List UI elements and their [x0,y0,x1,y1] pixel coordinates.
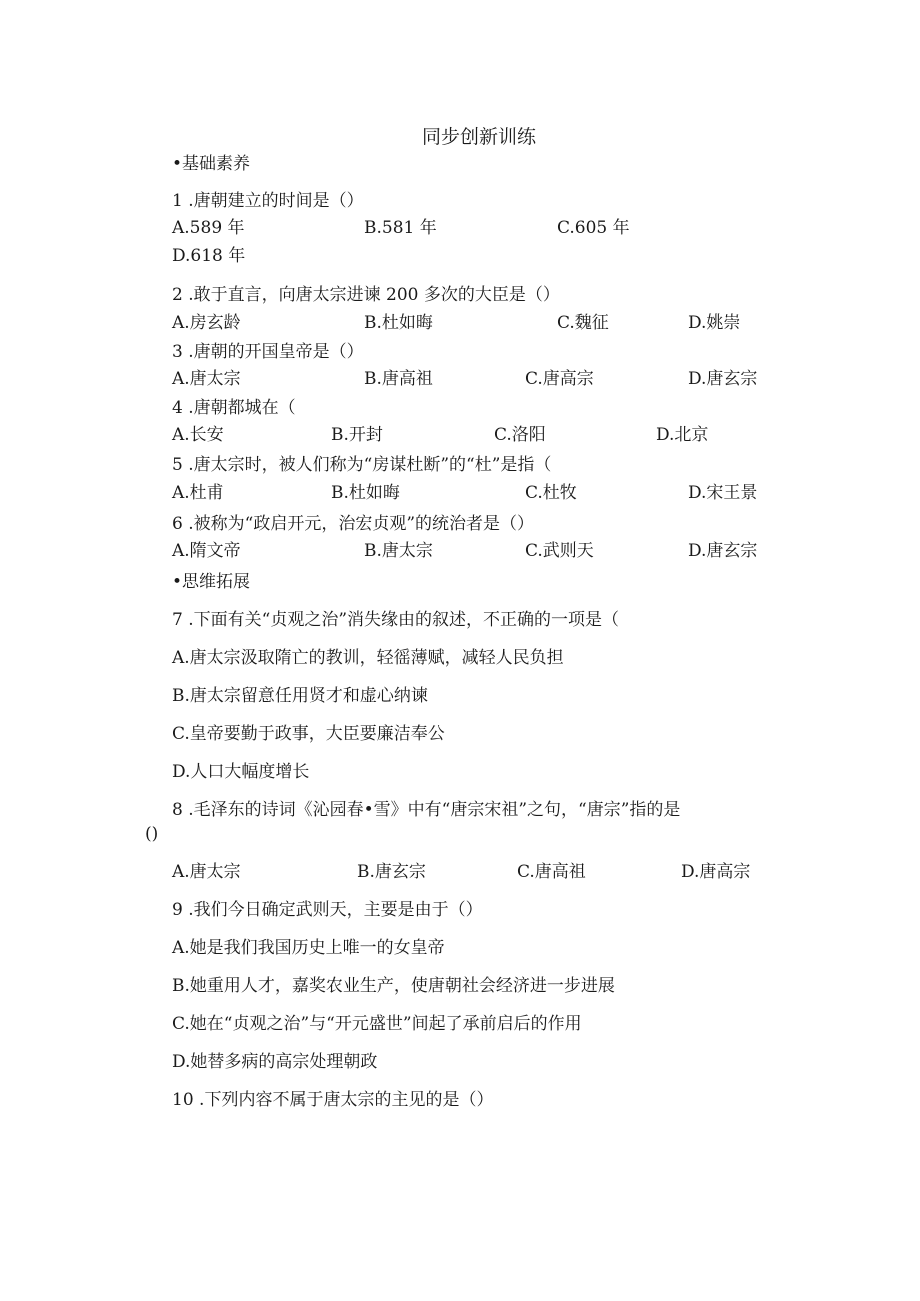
question-5-stem: 5 .唐太宗时，被人们称为“房谋杜断”的“杜”是指（ [172,455,552,475]
question-7-stem: 7 .下面有关“贞观之治”消失缘由的叙述，不正确的一项是（ [172,610,620,630]
question-8-option-c: C.唐高祖 [517,862,586,882]
question-2-option-a: A.房玄龄 [172,313,241,333]
question-9-stem: 9 .我们今日确定武则天，主要是由于（） [172,900,483,920]
question-10-stem: 10 .下列内容不属于唐太宗的主见的是（） [172,1090,494,1110]
question-3-option-d: D.唐玄宗 [688,369,758,389]
question-1-option-d: D.618 年 [172,246,246,266]
question-1-stem: 1 .唐朝建立的时间是（） [172,191,364,211]
question-2-stem: 2 .敢于直言，向唐太宗进谏 200 多次的大臣是（） [172,285,560,305]
question-4-option-a: A.长安 [172,425,224,445]
question-7-option-d: D.人口大幅度增长 [172,762,310,782]
question-4-option-b: B.开封 [331,425,383,445]
question-9-option-c: C.她在“贞观之治”与“开元盛世”间起了承前启后的作用 [172,1014,582,1034]
question-8-option-b: B.唐玄宗 [357,862,426,882]
question-2-option-c: C.魏征 [557,313,609,333]
question-8-stem-continuation: () [145,824,159,844]
question-3-option-c: C.唐高宗 [525,369,594,389]
section-heading-basic: •基础素养 [172,154,251,174]
question-8-option-a: A.唐太宗 [172,862,241,882]
question-8-option-d: D.唐高宗 [681,862,751,882]
question-5-option-d: D.宋王景 [688,483,758,503]
question-2-option-b: B.杜如晦 [364,313,433,333]
question-6-option-b: B.唐太宗 [364,541,433,561]
question-9-option-b: B.她重用人才，嘉奖农业生产，使唐朝社会经济进一步进展 [172,976,615,996]
question-3-stem: 3 .唐朝的开国皇帝是（） [172,342,364,362]
question-9-option-a: A.她是我们我国历史上唯一的女皇帝 [172,938,445,958]
question-6-option-a: A.隋文帝 [172,541,241,561]
section-heading-thinking: •思维拓展 [172,572,251,592]
question-3-option-a: A.唐太宗 [172,369,241,389]
question-4-option-c: C.洛阳 [494,425,546,445]
question-1-option-a: A.589 年 [172,218,245,238]
question-7-option-a: A.唐太宗汲取隋亡的教训，轻徭薄赋，减轻人民负担 [172,648,564,668]
question-5-option-a: A.杜甫 [172,483,224,503]
question-5-option-b: B.杜如晦 [331,483,400,503]
question-5-option-c: C.杜牧 [525,483,577,503]
question-4-stem: 4 .唐朝都城在（ [172,398,296,418]
question-2-option-d: D.姚崇 [688,313,741,333]
question-3-option-b: B.唐高祖 [364,369,433,389]
page-title: 同步创新训练 [422,126,537,148]
question-6-option-c: C.武则天 [525,541,594,561]
question-9-option-d: D.她替多病的高宗处理朝政 [172,1052,378,1072]
question-1-option-b: B.581 年 [364,218,437,238]
question-6-stem: 6 .被称为“政启开元，治宏贞观”的统治者是（） [172,514,535,534]
question-6-option-d: D.唐玄宗 [688,541,758,561]
question-1-option-c: C.605 年 [557,218,630,238]
question-7-option-c: C.皇帝要勤于政事，大臣要廉洁奉公 [172,724,445,744]
question-4-option-d: D.北京 [656,425,709,445]
question-7-option-b: B.唐太宗留意任用贤才和虚心纳谏 [172,686,428,706]
question-8-stem: 8 .毛泽东的诗词《沁园春•雪》中有“唐宗宋祖”之句，“唐宗”指的是 [172,800,681,820]
